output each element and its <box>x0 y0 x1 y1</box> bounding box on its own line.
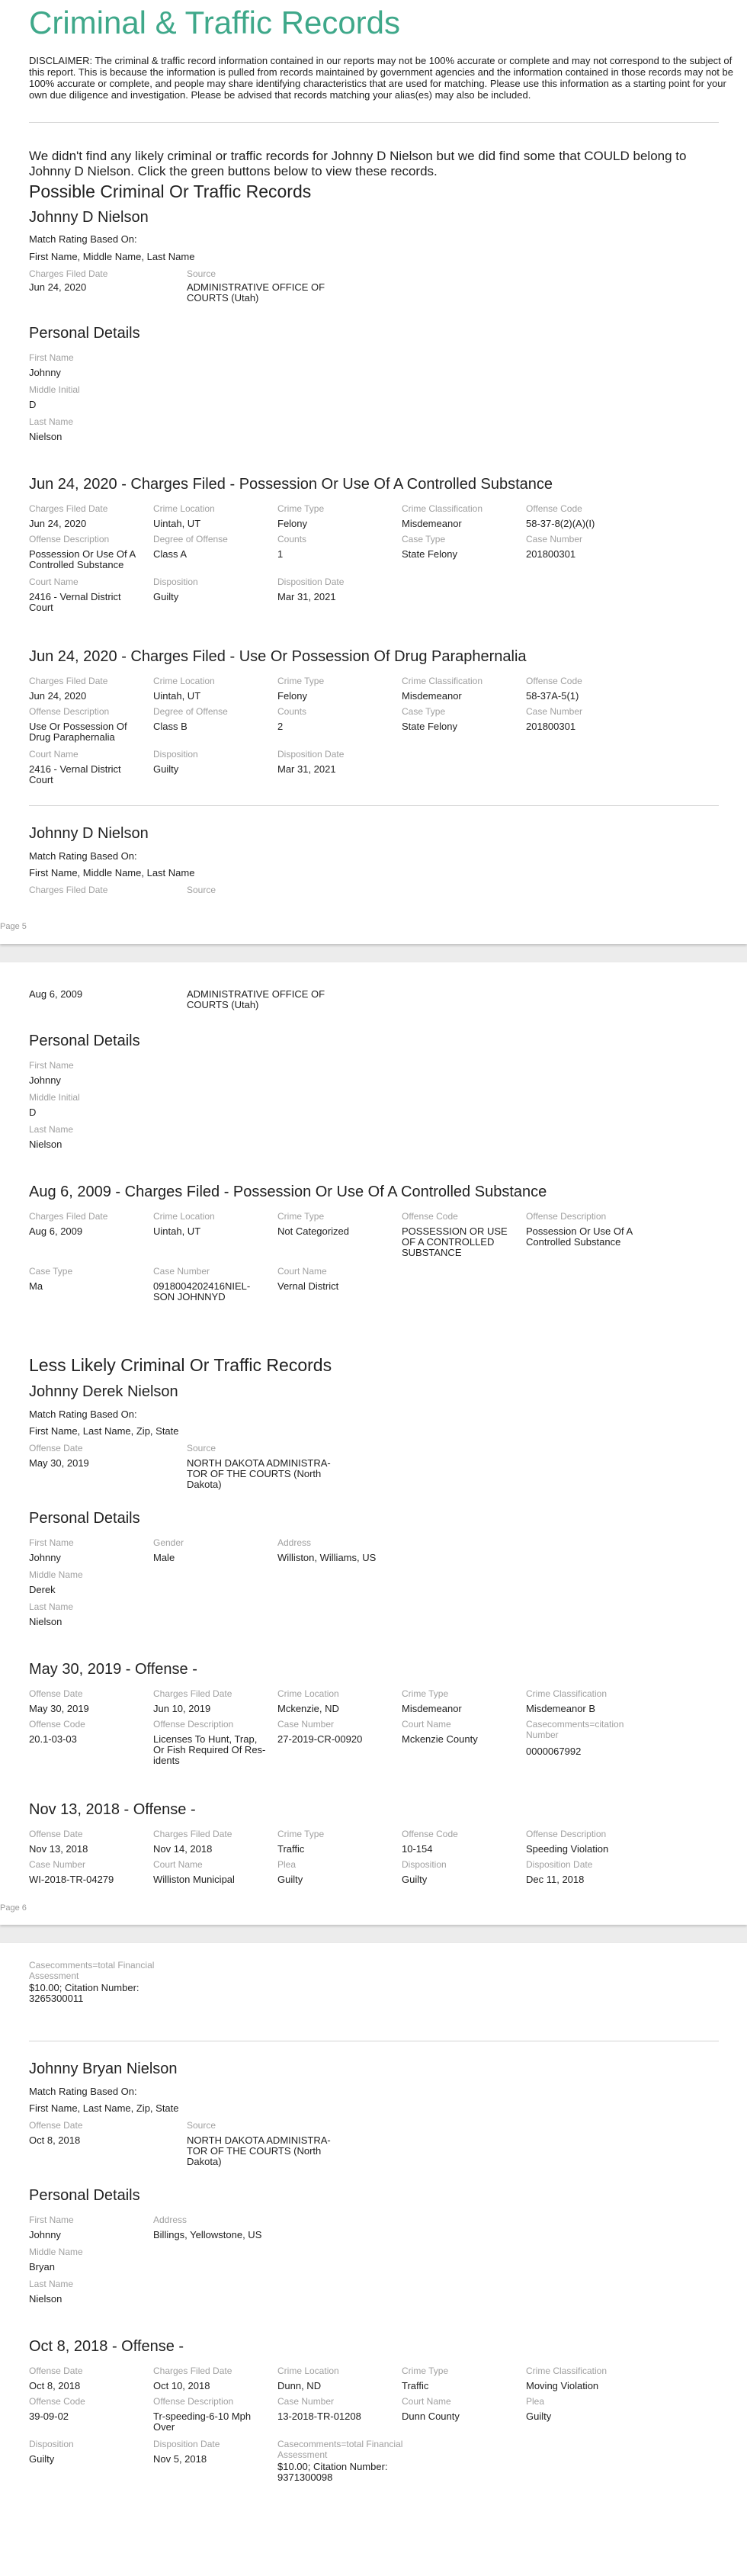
field-label: Source <box>187 2120 216 2131</box>
match-rating-label: Match Rating Based On: <box>29 1408 137 1420</box>
match-basis: First Name, Middle Name, Last Name <box>29 867 195 878</box>
field-value: NORTH DAKOTA ADMINISTRA-TOR OF THE COURTS (North Dakota) <box>187 1457 331 1490</box>
field-value: D <box>29 1107 37 1118</box>
field-value: POSSESSION OR USE OF A CONTROLLED SUBSTANCE <box>402 1225 508 1258</box>
field-label: Disposition Date <box>153 2439 220 2449</box>
field-value: Jun 24, 2020 <box>29 690 87 702</box>
personal-details-heading: Personal Details <box>29 2187 140 2204</box>
field-label: Offense Description <box>29 706 110 717</box>
field-label: Offense Code <box>29 1719 85 1730</box>
field-value: Mckenzie, ND <box>277 1703 339 1714</box>
field-label: Offense Code <box>402 1211 458 1222</box>
field-value: Misdemeanor <box>402 1703 462 1714</box>
field-label: Disposition <box>153 749 198 760</box>
field-label: Court Name <box>153 1859 203 1870</box>
field-label: Case Number <box>277 2396 335 2407</box>
field-value: Tr-speeding-6-10 Mph Over <box>153 2411 252 2433</box>
field-value: Nielson <box>29 2293 63 2305</box>
field-value: Billings, Yellowstone, US <box>153 2229 262 2240</box>
divider <box>29 805 719 806</box>
field-label: Crime Classification <box>402 503 483 514</box>
field-value: Jun 24, 2020 <box>29 281 87 293</box>
field-value: Bryan <box>29 2261 55 2272</box>
field-label: Offense Date <box>29 2120 83 2131</box>
field-label: Crime Type <box>402 2366 449 2376</box>
field-label: Crime Location <box>153 676 215 686</box>
field-value: Class A <box>153 548 188 560</box>
field-label: Charges Filed Date <box>29 268 108 279</box>
field-value: Aug 6, 2009 <box>29 988 83 1000</box>
field-label: Counts <box>277 534 307 544</box>
field-value: Misdemeanor B <box>526 1703 596 1714</box>
field-value: Moving Violation <box>526 2380 599 2391</box>
field-value: 58-37A-5(1) <box>526 690 579 702</box>
field-value: 201800301 <box>526 721 576 732</box>
field-label: First Name <box>29 1537 74 1548</box>
field-label: Charges Filed Date <box>29 1211 108 1222</box>
field-value: Nielson <box>29 1616 63 1627</box>
field-value: Nielson <box>29 1139 63 1150</box>
field-value: $10.00; Citation Number: 9371300098 <box>277 2461 388 2483</box>
field-label: Crime Location <box>277 1688 339 1699</box>
field-value: Guilty <box>29 2453 55 2465</box>
field-value: 20.1-03-03 <box>29 1733 77 1745</box>
field-label: Offense Code <box>526 676 582 686</box>
field-value: Guilty <box>153 763 179 775</box>
field-value: 201800301 <box>526 548 576 560</box>
field-label: Middle Name <box>29 2247 83 2257</box>
field-label: Degree of Offense <box>153 534 228 544</box>
charge-heading: Jun 24, 2020 - Charges Filed - Use Or Possession Of Drug Paraphernalia <box>29 648 527 665</box>
field-label: Crime Classification <box>402 676 483 686</box>
field-label: Offense Code <box>526 503 582 514</box>
field-label: Charges Filed Date <box>153 2366 232 2376</box>
field-label: Disposition <box>29 2439 74 2449</box>
field-label: Offense Description <box>29 534 110 544</box>
field-label: Last Name <box>29 2279 74 2289</box>
field-label: Last Name <box>29 1601 74 1612</box>
field-label: Case Type <box>29 1266 73 1277</box>
charge-heading: Aug 6, 2009 - Charges Filed - Possession Or Use Of A Controlled Substance <box>29 1184 547 1200</box>
field-label: Offense Date <box>29 2366 83 2376</box>
field-value: Guilty <box>402 1874 428 1885</box>
personal-details-heading: Personal Details <box>29 325 140 342</box>
record-name: Johnny Derek Nielson <box>29 1383 178 1400</box>
field-label: Address <box>153 2215 188 2225</box>
field-label: Gender <box>153 1537 184 1548</box>
field-label: Crime Classification <box>526 1688 608 1699</box>
field-label: Disposition Date <box>526 1859 593 1870</box>
page-number: Page 6 <box>0 1903 27 1913</box>
field-label: Counts <box>277 706 307 717</box>
field-label: Source <box>187 885 216 895</box>
field-label: Crime Type <box>277 1829 325 1839</box>
field-label: Disposition Date <box>277 577 345 587</box>
field-value: May 30, 2019 <box>29 1457 89 1469</box>
match-rating-label: Match Rating Based On: <box>29 850 137 862</box>
field-label: Offense Code <box>402 1829 458 1839</box>
field-label: Disposition <box>153 577 198 587</box>
field-value: 10-154 <box>402 1843 433 1855</box>
field-value: Not Categorized <box>277 1225 349 1237</box>
field-value: Possession Or Use Of A Controlled Substance <box>29 548 136 570</box>
field-value: 0918004202416NIEL-SON JOHNNYD <box>153 1280 251 1302</box>
offense-heading: May 30, 2019 - Offense - <box>29 1661 197 1678</box>
field-label: Crime Type <box>277 1211 325 1222</box>
field-value: Speeding Violation <box>526 1843 609 1855</box>
field-value: Dunn, ND <box>277 2380 322 2391</box>
field-label: Court Name <box>29 749 79 760</box>
field-label: Offense Date <box>29 1829 83 1839</box>
field-value: ADMINISTRATIVE OFFICE OF COURTS (Utah) <box>187 988 325 1010</box>
field-label: Crime Classification <box>526 2366 608 2376</box>
record-name: Johnny D Nielson <box>29 825 149 842</box>
report-page-6 <box>0 962 747 1925</box>
field-value: Use Or Possession Of Drug Paraphernalia <box>29 721 127 743</box>
field-value: WI-2018-TR-04279 <box>29 1874 114 1885</box>
field-label: Charges Filed Date <box>29 885 108 895</box>
offense-heading: Oct 8, 2018 - Offense - <box>29 2338 184 2355</box>
field-value: May 30, 2019 <box>29 1703 89 1714</box>
field-label: First Name <box>29 2215 74 2225</box>
field-value: Mckenzie County <box>402 1733 478 1745</box>
personal-details-heading: Personal Details <box>29 1510 140 1527</box>
field-label: Source <box>187 268 216 279</box>
field-value: Dunn County <box>402 2411 460 2422</box>
intro-text: We didn't find any likely criminal or traffic records for Johnny D Nielson but we did find some that COULD belong to Johnny D Nielson. Click the green buttons below to view these records. <box>29 149 687 178</box>
field-label: Case Number <box>526 706 583 717</box>
field-value: 27-2019-CR-00920 <box>277 1733 363 1745</box>
field-value: Uintah, UT <box>153 518 201 529</box>
field-value: Oct 10, 2018 <box>153 2380 210 2391</box>
field-label: Middle Initial <box>29 1092 80 1103</box>
field-value: NORTH DAKOTA ADMINISTRA-TOR OF THE COURTS (North Dakota) <box>187 2134 331 2167</box>
field-value: Oct 8, 2018 <box>29 2134 81 2146</box>
field-value: Uintah, UT <box>153 1225 201 1237</box>
field-value: Guilty <box>526 2411 552 2422</box>
field-label: Offense Date <box>29 1443 83 1453</box>
field-value: Class B <box>153 721 188 732</box>
field-value: 2 <box>277 721 284 732</box>
field-value: Nov 14, 2018 <box>153 1843 213 1855</box>
field-label: Plea <box>277 1859 297 1870</box>
field-value: $10.00; Citation Number: 3265300011 <box>29 1982 139 2004</box>
field-label: Crime Type <box>277 503 325 514</box>
field-value: Dec 11, 2018 <box>526 1874 585 1885</box>
field-label: First Name <box>29 352 74 363</box>
field-value: Johnny <box>29 2229 61 2240</box>
match-rating-label: Match Rating Based On: <box>29 2086 137 2097</box>
match-rating-label: Match Rating Based On: <box>29 233 137 245</box>
field-value: Aug 6, 2009 <box>29 1225 83 1237</box>
field-label: Court Name <box>402 1719 451 1730</box>
field-value: Licenses To Hunt, Trap, Or Fish Required Of Res-idents <box>153 1733 266 1766</box>
divider <box>29 122 719 123</box>
field-label: Crime Location <box>153 503 215 514</box>
field-label: Crime Location <box>153 1211 215 1222</box>
field-value: ADMINISTRATIVE OFFICE OF COURTS (Utah) <box>187 281 325 304</box>
field-label: Crime Type <box>402 1688 449 1699</box>
field-label: Plea <box>526 2396 545 2407</box>
field-label: Court Name <box>29 577 79 587</box>
field-value: Johnny <box>29 367 61 378</box>
field-label: Case Type <box>402 706 446 717</box>
report-page-5 <box>0 0 747 944</box>
field-value: Williston, Williams, US <box>277 1552 377 1563</box>
field-label: Crime Location <box>277 2366 339 2376</box>
charge-heading: Jun 24, 2020 - Charges Filed - Possession Or Use Of A Controlled Substance <box>29 476 553 493</box>
match-basis: First Name, Last Name, Zip, State <box>29 2102 179 2114</box>
field-value: 2416 - Vernal District Court <box>29 591 121 613</box>
match-basis: First Name, Last Name, Zip, State <box>29 1425 179 1437</box>
field-label: Casecomments=total Financial Assessment <box>29 1960 155 1981</box>
field-value: Nov 5, 2018 <box>153 2453 207 2465</box>
field-value: Oct 8, 2018 <box>29 2380 81 2391</box>
field-label: Address <box>277 1537 312 1548</box>
field-value: Jun 10, 2019 <box>153 1703 211 1714</box>
field-value: Nov 13, 2018 <box>29 1843 88 1855</box>
field-value: Williston Municipal <box>153 1874 235 1885</box>
field-label: Court Name <box>402 2396 451 2407</box>
record-name: Johnny D Nielson <box>29 209 149 226</box>
field-value: Misdemeanor <box>402 690 462 702</box>
field-value: Misdemeanor <box>402 518 462 529</box>
field-label: Source <box>187 1443 216 1453</box>
field-label: Case Type <box>402 534 446 544</box>
field-label: Charges Filed Date <box>29 503 108 514</box>
field-label: First Name <box>29 1060 74 1071</box>
report-title: Criminal & Traffic Records <box>29 5 401 40</box>
field-value: State Felony <box>402 721 457 732</box>
field-label: Last Name <box>29 1124 74 1135</box>
field-label: Middle Initial <box>29 384 80 395</box>
field-label: Disposition Date <box>277 749 345 760</box>
offense-heading: Nov 13, 2018 - Offense - <box>29 1801 196 1818</box>
field-value: Derek <box>29 1584 56 1595</box>
field-label: Offense Code <box>29 2396 85 2407</box>
field-label: Offense Description <box>526 1829 607 1839</box>
record-name: Johnny Bryan Nielson <box>29 2060 178 2077</box>
field-value: 2416 - Vernal District Court <box>29 763 121 785</box>
page-number: Page 5 <box>0 922 27 931</box>
section-heading-less-likely: Less Likely Criminal Or Traffic Records <box>29 1355 332 1375</box>
field-value: 13-2018-TR-01208 <box>277 2411 361 2422</box>
field-value: Male <box>153 1552 175 1563</box>
field-value: Traffic <box>277 1843 305 1855</box>
field-label: Case Number <box>526 534 583 544</box>
field-label: Offense Date <box>29 1688 83 1699</box>
field-value: 58-37-8(2)(A)(I) <box>526 518 595 529</box>
field-value: Mar 31, 2021 <box>277 763 336 775</box>
field-label: Casecomments=citation Number <box>526 1719 624 1740</box>
disclaimer: DISCLAIMER: The criminal & traffic record information contained in our reports may not be 100% accurate or complete and may not correspond to the subject of this report. This is because the information is pulled from records maintained by government agencies and the information contained in those records may not be 100% accurate or complete, and people may share identifying characteristics that are used for matching. Please use this information as a starting point for your own due diligence and investigation. Please be advised that records matching your alias(es) may also be included. <box>29 55 733 101</box>
field-label: Offense Description <box>153 1719 234 1730</box>
field-label: Case Number <box>29 1859 86 1870</box>
field-value: 0000067992 <box>526 1746 582 1757</box>
field-label: Charges Filed Date <box>153 1688 232 1699</box>
field-label: Middle Name <box>29 1569 83 1580</box>
field-value: Uintah, UT <box>153 690 201 702</box>
field-label: Charges Filed Date <box>29 676 108 686</box>
field-value: Vernal District <box>277 1280 339 1292</box>
field-value: Guilty <box>277 1874 303 1885</box>
field-label: Case Number <box>277 1719 335 1730</box>
personal-details-heading: Personal Details <box>29 1033 140 1049</box>
field-value: State Felony <box>402 548 457 560</box>
section-heading-possible: Possible Criminal Or Traffic Records <box>29 181 312 201</box>
field-value: Johnny <box>29 1074 61 1086</box>
field-label: Offense Description <box>526 1211 607 1222</box>
match-basis: First Name, Middle Name, Last Name <box>29 251 195 262</box>
field-value: Jun 24, 2020 <box>29 518 87 529</box>
field-value: Johnny <box>29 1552 61 1563</box>
field-label: Court Name <box>277 1266 327 1277</box>
field-value: 1 <box>277 548 284 560</box>
field-label: Disposition <box>402 1859 447 1870</box>
field-value: D <box>29 399 37 410</box>
field-value: Traffic <box>402 2380 429 2391</box>
field-value: Felony <box>277 518 308 529</box>
field-label: Case Number <box>153 1266 210 1277</box>
field-value: Mar 31, 2021 <box>277 591 336 602</box>
field-value: 39-09-02 <box>29 2411 69 2422</box>
field-label: Last Name <box>29 416 74 427</box>
field-label: Casecomments=total Financial Assessment <box>277 2439 403 2460</box>
field-label: Offense Description <box>153 2396 234 2407</box>
field-label: Charges Filed Date <box>153 1829 232 1839</box>
field-value: Nielson <box>29 431 63 442</box>
report-page-7 <box>0 1943 747 2576</box>
field-value: Ma <box>29 1280 43 1292</box>
field-label: Degree of Offense <box>153 706 228 717</box>
field-value: Possession Or Use Of A Controlled Substance <box>526 1225 633 1248</box>
field-value: Felony <box>277 690 308 702</box>
field-value: Guilty <box>153 591 179 602</box>
field-label: Crime Type <box>277 676 325 686</box>
